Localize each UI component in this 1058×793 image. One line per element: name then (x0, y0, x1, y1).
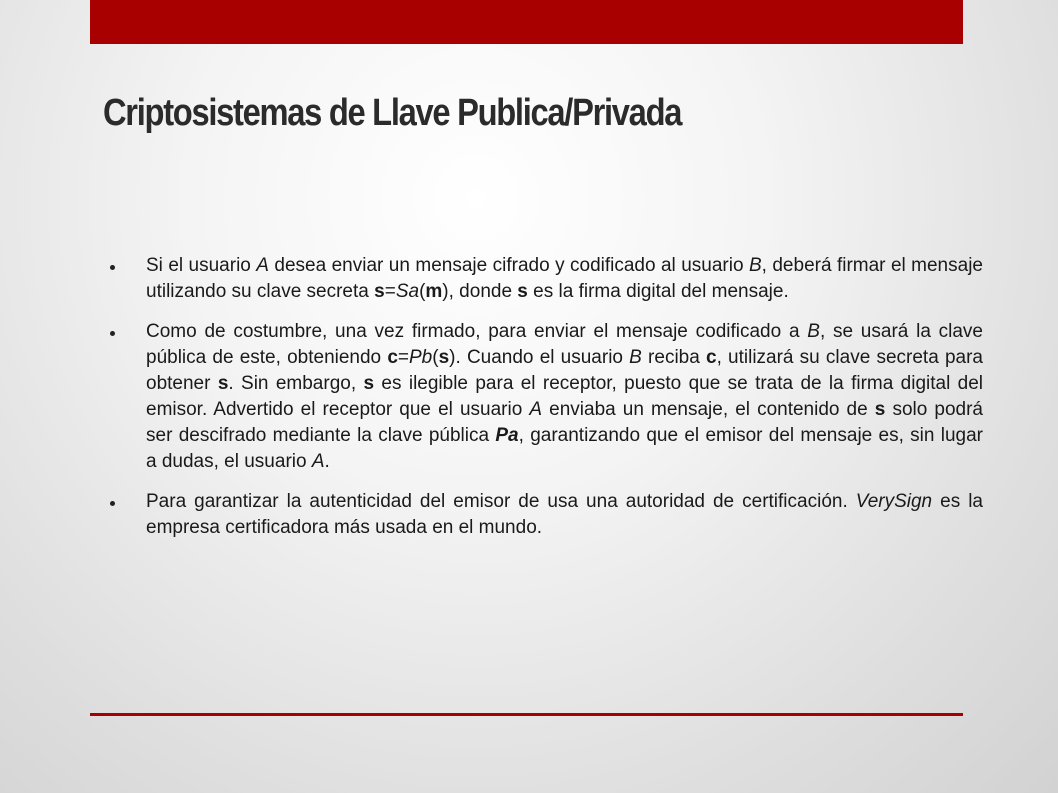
bullet-dot-icon (110, 331, 115, 336)
text-segment: s (374, 281, 385, 302)
text-segment: s (438, 347, 450, 368)
text-segment: A (311, 451, 325, 472)
text-segment: VerySign (855, 491, 933, 512)
bullet-dot-icon (110, 501, 115, 506)
text-segment: Para garantizar la autenticidad del emisor de usa una autoridad de certificación. (146, 491, 856, 512)
text-segment: enviaba un mensaje, el contenido de (542, 399, 875, 420)
top-accent-bar (90, 0, 963, 44)
text-segment: es la empresa certificadora más usada en el mundo. (146, 491, 983, 538)
text-segment: = (397, 347, 409, 368)
text-segment: es la firma digital del mensaje. (527, 281, 789, 302)
text-segment: . Sin embargo, (228, 373, 364, 394)
text-segment: B (807, 321, 820, 342)
bullet-item (110, 253, 983, 305)
text-segment: ), donde (442, 281, 518, 302)
text-segment: Pb (409, 347, 433, 368)
text-segment: s (517, 281, 528, 302)
text-segment: ( (432, 347, 439, 368)
bottom-divider (90, 713, 963, 716)
text-segment: m (425, 281, 443, 302)
text-segment: Si el usuario (146, 255, 257, 276)
bullet-item (110, 319, 983, 475)
text-segment: A (529, 399, 543, 420)
slide-title: Criptosistemas de Llave Publica/Privada (103, 92, 682, 134)
bullet-item (110, 489, 983, 541)
text-segment: A (256, 255, 269, 276)
text-segment: , se usará la clave pública de este, obteniendo (146, 321, 983, 368)
text-segment: , garantizando que el emisor del mensaje es, sin lugar a dudas, el usuario (146, 425, 984, 472)
text-segment: s (217, 373, 229, 394)
text-segment: B (748, 255, 762, 276)
text-segment: s (363, 373, 375, 394)
bullet-text (146, 491, 983, 538)
text-segment: B (629, 347, 642, 368)
text-segment: c (705, 347, 717, 368)
text-segment: reciba (641, 347, 706, 368)
text-segment: solo podrá ser descifrado mediante la clave pública (146, 399, 983, 446)
text-segment: ( (419, 281, 426, 302)
text-segment: Pa (495, 425, 519, 446)
text-segment: Sa (395, 281, 420, 302)
text-segment: es ilegible para el receptor, puesto que se trata de la firma digital del emisor. Advertido el receptor que el usuario (146, 373, 984, 420)
bullet-list (110, 253, 983, 555)
text-segment: . (324, 451, 330, 472)
text-segment: s (874, 399, 886, 420)
text-segment: , utilizará su clave secreta para obtener (146, 347, 983, 394)
bullet-text (146, 255, 983, 302)
text-segment: Como de costumbre, una vez firmado, para enviar el mensaje codificado a (146, 321, 808, 342)
text-segment: desea enviar un mensaje cifrado y codificado al usuario (268, 255, 749, 276)
text-segment: ). Cuando el usuario (449, 347, 630, 368)
text-segment: , deberá firmar el mensaje utilizando su clave secreta (146, 255, 983, 302)
text-segment: c (387, 347, 398, 368)
bullet-dot-icon (110, 265, 115, 270)
bullet-text (146, 321, 983, 472)
text-segment: = (384, 281, 396, 302)
